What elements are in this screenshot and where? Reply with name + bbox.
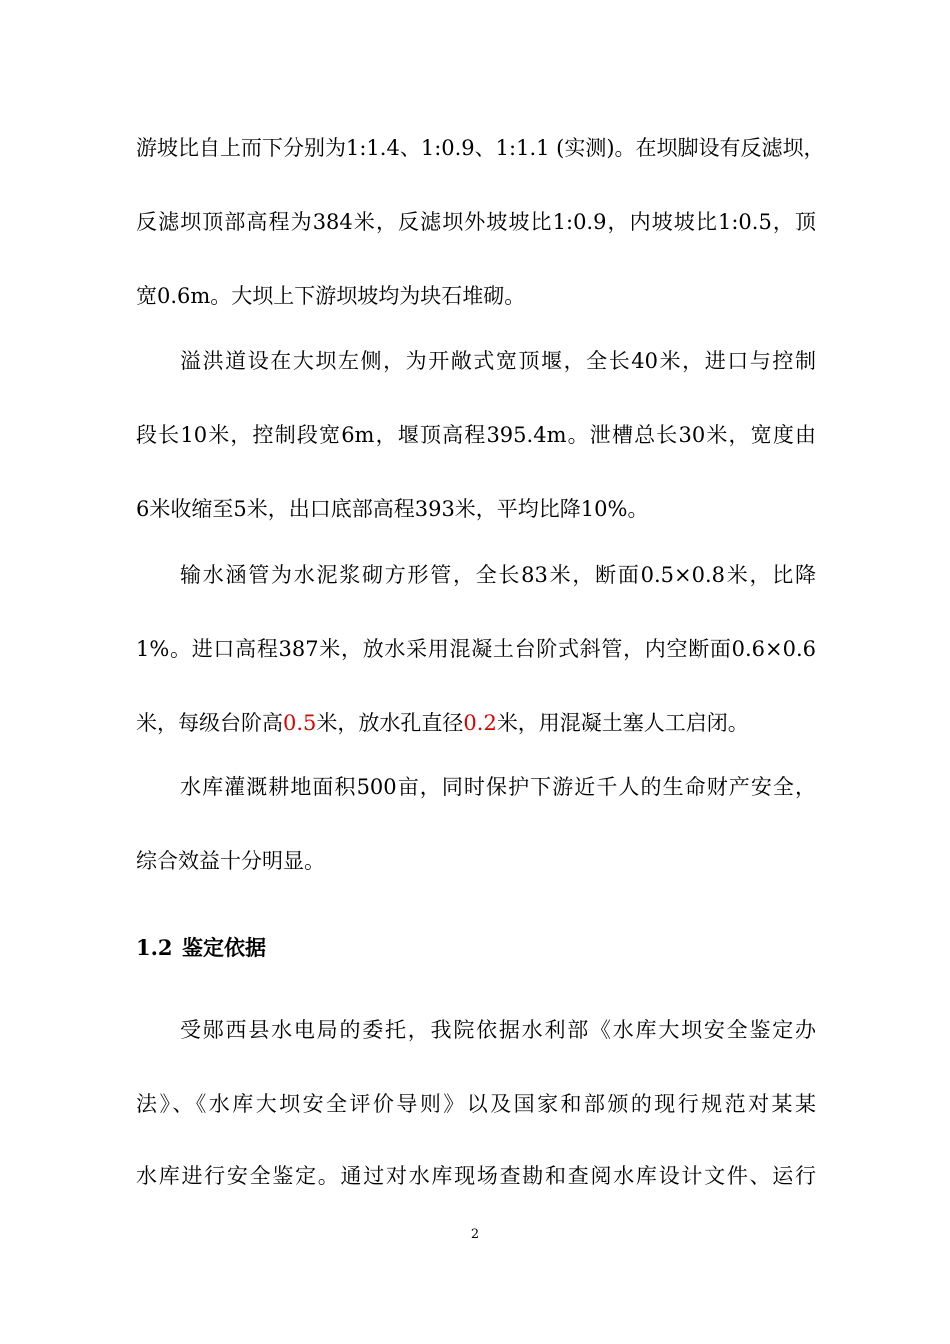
paragraph-line: 水库灌溉耕地面积500亩，同时保护下游近千人的生命财产安全， [180, 775, 816, 799]
highlighted-value: 0.5 [283, 711, 317, 735]
section-title: 鉴定依据 [182, 935, 266, 960]
paragraph-line: 段长10米，控制段宽6m，堰顶高程395.4m。泄槽总长30米，宽度由 [136, 423, 816, 447]
paragraph-line: 游坡比自上而下分别为1:1.4、1:0.9、1:1.1 (实测)。在坝脚设有反滤坝， [136, 136, 825, 160]
paragraph-line: 水库进行安全鉴定。通过对水库现场查勘和查阅水库设计文件、运行 [136, 1164, 816, 1188]
paragraph-line: 溢洪道设在大坝左侧，为开敞式宽顶堰，全长40米，进口与控制 [180, 349, 816, 373]
paragraph-line: 反滤坝顶部高程为384米，反滤坝外坡坡比1:0.9，内坡坡比1:0.5，顶 [136, 210, 816, 234]
highlighted-value: 0.2 [463, 711, 497, 735]
paragraph-line: 综合效益十分明显。 [136, 849, 325, 873]
text-run: 米，每级台阶高 [136, 711, 283, 735]
paragraph-line: 受郧西县水电局的委托，我院依据水利部《水库大坝安全鉴定办 [180, 1018, 816, 1042]
text-run: 米，放水孔直径 [316, 711, 464, 735]
section-number: 1.2 [136, 935, 173, 960]
section-heading [136, 933, 266, 963]
paragraph-line: 法》、《水库大坝安全评价导则》以及国家和部颁的现行规范对某某 [136, 1092, 816, 1116]
paragraph-line: 6米收缩至5米，出口底部高程393米，平均比降10%。 [136, 497, 649, 521]
paragraph-line: 1%。进口高程387米，放水采用混凝土台阶式斜管，内空断面0.6×0.6 [136, 637, 816, 661]
paragraph-line: 输水涵管为水泥浆砌方形管，全长83米，断面0.5×0.8米，比降 [180, 563, 816, 587]
text-run: 米，用混凝土塞人工启闭。 [496, 711, 749, 735]
paragraph-line-with-highlights [136, 708, 816, 738]
page-number: 2 [470, 1227, 480, 1242]
paragraph-line: 宽0.6m。大坝上下游坝坡均为块石堆砌。 [136, 284, 526, 308]
